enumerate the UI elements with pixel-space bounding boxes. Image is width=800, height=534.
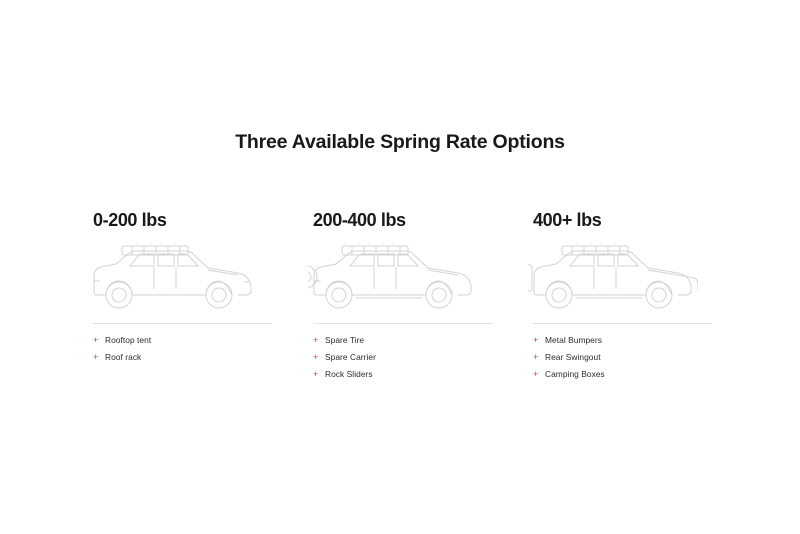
divider xyxy=(93,323,272,324)
feature-list xyxy=(80,334,286,363)
feature-list xyxy=(300,334,506,380)
divider xyxy=(533,323,712,324)
list-item xyxy=(313,334,506,346)
list-item xyxy=(313,368,506,380)
suv-side-outline-icon xyxy=(308,237,506,317)
list-item xyxy=(93,334,286,346)
options-columns xyxy=(80,210,740,385)
suv-side-outline-icon xyxy=(528,237,726,317)
plus-icon: + xyxy=(533,352,539,362)
option-column-1 xyxy=(300,210,520,385)
plus-icon: + xyxy=(313,352,319,362)
list-item xyxy=(533,334,726,346)
feature-list xyxy=(520,334,726,380)
page-title: Three Available Spring Rate Options xyxy=(235,131,565,153)
divider xyxy=(313,323,492,324)
option-column-2 xyxy=(520,210,740,385)
suv-side-outline-icon xyxy=(88,237,286,317)
feature-label: Roof rack xyxy=(105,352,142,362)
plus-icon: + xyxy=(533,369,539,379)
feature-label: Spare Carrier xyxy=(325,352,376,362)
plus-icon: + xyxy=(533,335,539,345)
feature-label: Spare Tire xyxy=(325,335,365,345)
list-item xyxy=(313,351,506,363)
option-column-0 xyxy=(80,210,300,385)
plus-icon: + xyxy=(313,369,319,379)
option-title: 0-200 lbs xyxy=(93,210,167,230)
option-title: 200-400 lbs xyxy=(313,210,406,230)
feature-label: Rock Sliders xyxy=(325,369,373,379)
feature-label: Rooftop tent xyxy=(105,335,152,345)
list-item xyxy=(533,368,726,380)
list-item xyxy=(533,351,726,363)
list-item xyxy=(93,351,286,363)
plus-icon: + xyxy=(93,335,99,345)
feature-label: Camping Boxes xyxy=(545,369,605,379)
plus-icon: + xyxy=(313,335,319,345)
option-title: 400+ lbs xyxy=(533,210,602,230)
feature-label: Rear Swingout xyxy=(545,352,601,362)
plus-icon: + xyxy=(93,352,99,362)
feature-label: Metal Bumpers xyxy=(545,335,602,345)
